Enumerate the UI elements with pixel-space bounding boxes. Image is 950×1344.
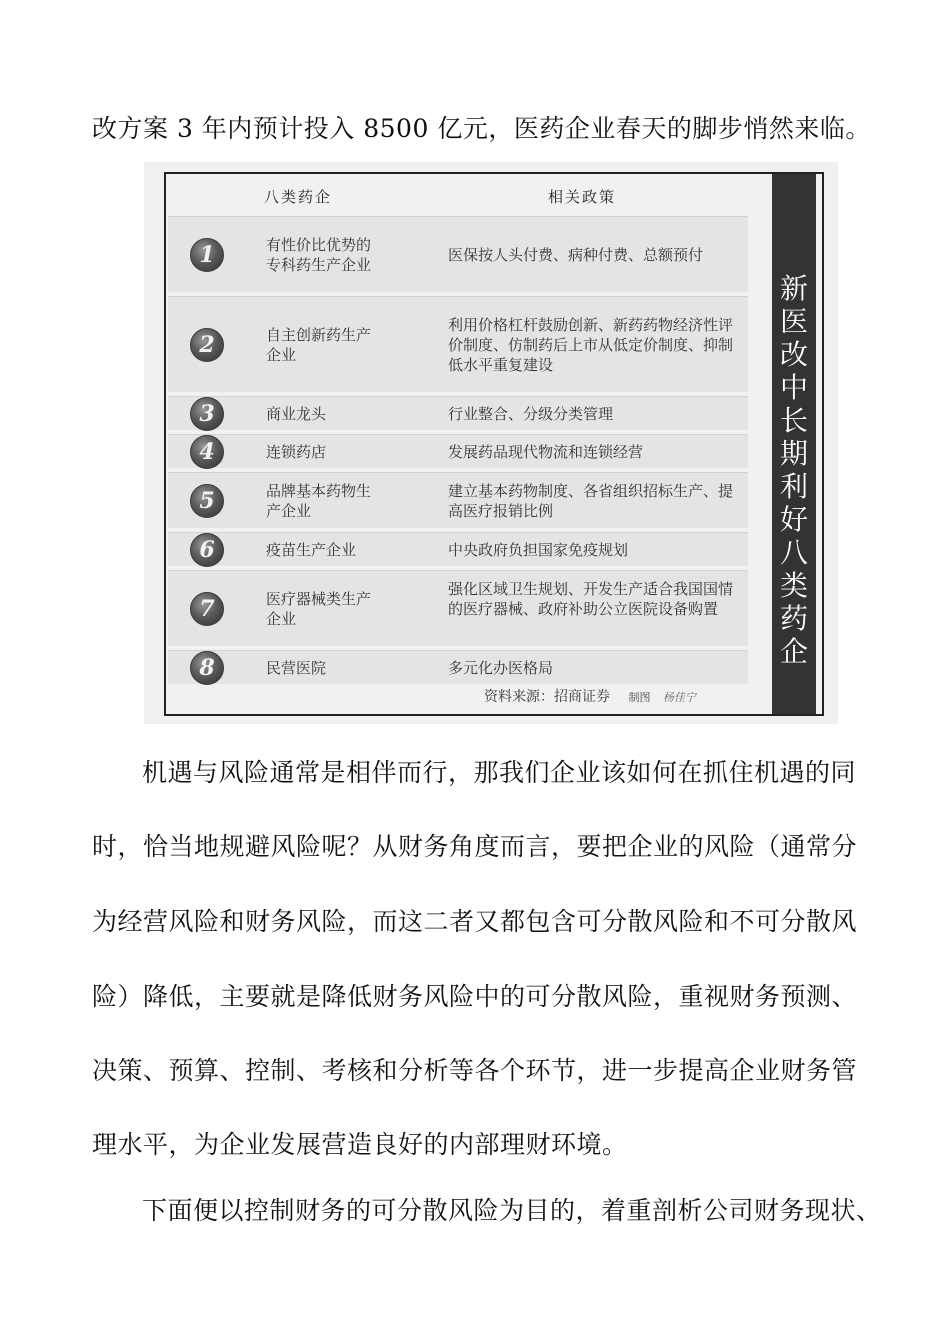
row-number-badge: 8 <box>190 651 224 685</box>
title-char: 医 <box>779 305 808 338</box>
row-number-badge: 4 <box>190 435 224 469</box>
row-category: 商业龙头 <box>266 405 327 423</box>
policy-figure <box>144 162 838 724</box>
paragraph-line: 险）降低，主要就是降低财务风险中的可分散风险，重视财务预测、 <box>92 982 858 1011</box>
row-number-badge: 2 <box>190 328 224 362</box>
figure-source <box>484 686 696 706</box>
table-row <box>168 472 748 528</box>
title-char: 企 <box>779 635 808 668</box>
row-category: 民营医院 <box>266 659 327 677</box>
row-category: 医疗器械类生产企业 <box>266 590 372 628</box>
paragraph-line: 机遇与风险通常是相伴而行，那我们企业该如何在抓住机遇的同 <box>142 758 857 787</box>
title-char: 新 <box>779 272 808 305</box>
paragraph-line: 为经营风险和财务风险，而这二者又都包含可分散风险和不可分散风 <box>92 907 858 936</box>
row-category: 自主创新药生产企业 <box>266 326 372 364</box>
row-number-badge: 1 <box>190 238 224 272</box>
row-policy: 多元化办医格局 <box>448 659 554 677</box>
title-char: 类 <box>779 569 808 602</box>
row-policy: 医保按人头付费、病种付费、总额预付 <box>448 246 704 264</box>
row-category: 品牌基本药物生产企业 <box>266 482 372 520</box>
paragraph-line: 决策、预算、控制、考核和分析等各个环节，进一步提高企业财务管 <box>92 1056 858 1085</box>
table-row <box>168 570 748 646</box>
title-char: 药 <box>779 602 808 635</box>
title-char: 改 <box>779 338 808 371</box>
row-policy: 强化区域卫生规划、开发生产适合我国国情的医疗器械、政府补助公立医院设备购置 <box>448 580 734 618</box>
row-policy: 建立基本药物制度、各省组织招标生产、提高医疗报销比例 <box>448 482 734 520</box>
row-number-badge: 5 <box>190 484 224 518</box>
title-char: 好 <box>779 503 808 536</box>
policy-table <box>168 176 776 712</box>
paragraph-line: 下面便以控制财务的可分散风险为目的，着重剖析公司财务现状、 <box>142 1196 882 1225</box>
row-number-badge: 6 <box>190 533 224 567</box>
table-row <box>168 296 748 392</box>
table-row <box>168 532 748 566</box>
author-signature: 杨佳宁 <box>662 691 696 704</box>
row-policy: 利用价格杠杆鼓励创新、新药药物经济性评价制度、仿制药后上市从低定价制度、抑制低水平重复建设 <box>448 316 734 374</box>
row-policy: 中央政府负担国家免疫规划 <box>448 541 629 559</box>
row-category: 有性价比优势的专科药生产企业 <box>266 236 372 274</box>
row-category: 连锁药店 <box>266 443 327 461</box>
paragraph-line: 改方案 3 年内预计投入 8500 亿元，医药企业春天的脚步悄然来临。 <box>92 114 871 143</box>
column-header-policy: 相关政策 <box>548 188 617 206</box>
row-number-badge: 3 <box>190 397 224 431</box>
table-row <box>168 216 748 292</box>
table-row <box>168 650 748 684</box>
row-category: 疫苗生产企业 <box>266 541 357 559</box>
column-header-category: 八类药企 <box>264 188 333 206</box>
title-char: 利 <box>779 470 808 503</box>
table-row <box>168 434 748 468</box>
row-policy: 发展药品现代物流和连锁经营 <box>448 443 644 461</box>
title-char: 期 <box>779 437 808 470</box>
title-char: 长 <box>779 404 808 437</box>
paragraph-line: 理水平，为企业发展营造良好的内部理财环境。 <box>92 1130 628 1159</box>
title-char: 八 <box>779 536 808 569</box>
figure-title-vertical <box>772 174 816 714</box>
paragraph-line: 时，恰当地规避风险呢？从财务角度而言，要把企业的风险（通常分 <box>92 832 858 861</box>
table-row <box>168 396 748 430</box>
title-char: 中 <box>779 371 808 404</box>
maker-label: 制图 <box>628 691 651 704</box>
row-policy: 行业整合、分级分类管理 <box>448 405 614 423</box>
source-text: 资料来源：招商证券 <box>484 689 610 705</box>
row-number-badge: 7 <box>190 592 224 626</box>
figure-frame <box>164 172 824 716</box>
